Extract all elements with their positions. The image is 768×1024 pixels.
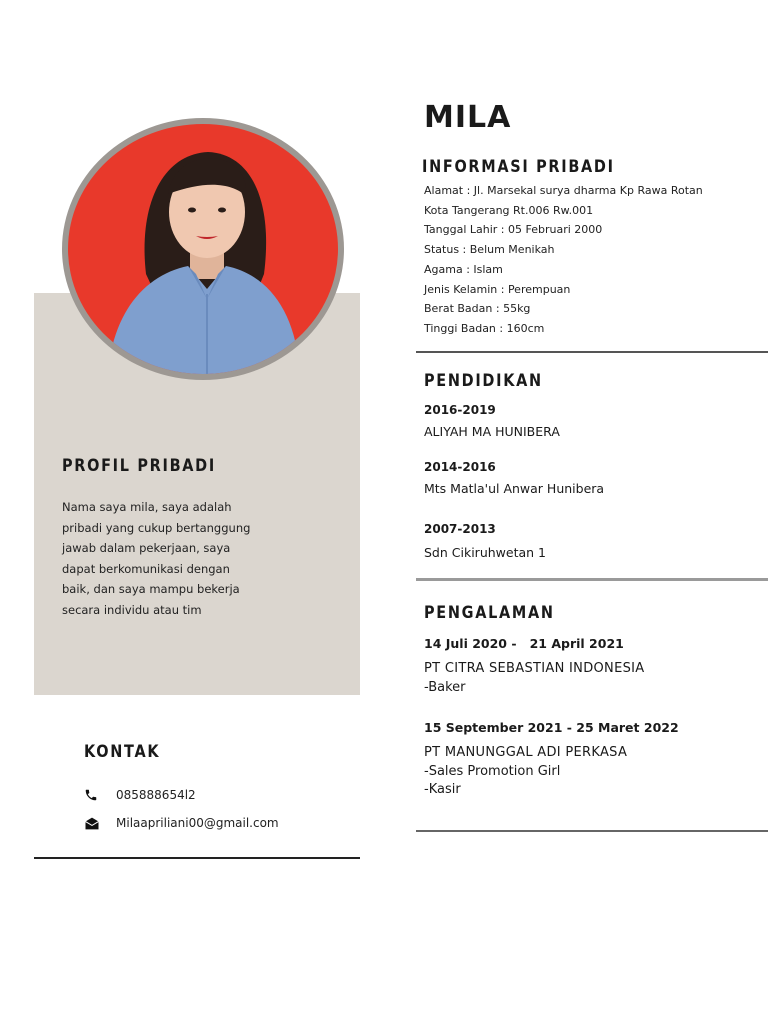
experience-role: -Baker bbox=[424, 680, 466, 695]
profile-text bbox=[62, 497, 302, 620]
experience-divider bbox=[416, 830, 768, 832]
experience-roles bbox=[424, 763, 560, 799]
profile-line: dapat berkomunikasi dengan bbox=[62, 561, 230, 576]
info-line: Agama : Islam bbox=[424, 262, 503, 276]
experience-dates: 15 September 2021 - 25 Maret 2022 bbox=[424, 720, 679, 735]
info-line: Tanggal Lahir : 05 Februari 2000 bbox=[424, 223, 603, 237]
info-line: Alamat : Jl. Marsekal surya dharma Kp Rawa Rotan bbox=[424, 184, 703, 197]
info-list bbox=[424, 181, 703, 339]
education-heading: PENDIDIKAN bbox=[424, 371, 543, 391]
experience-dates: 14 Juli 2020 - 21 April 2021 bbox=[424, 636, 624, 651]
education-school: ALIYAH MA HUNIBERA bbox=[424, 424, 560, 439]
education-divider bbox=[416, 578, 768, 581]
mail-icon bbox=[84, 816, 102, 830]
person-portrait bbox=[68, 124, 338, 374]
contact-phone[interactable] bbox=[84, 788, 196, 802]
profile-photo bbox=[62, 118, 344, 380]
contact-heading: KONTAK bbox=[84, 742, 161, 762]
email-address: Milaapriliani00@gmail.com bbox=[116, 816, 279, 830]
education-years: 2007-2013 bbox=[424, 522, 496, 536]
info-line: Tinggi Badan : 160cm bbox=[424, 321, 545, 335]
experience-role: -Kasir bbox=[424, 782, 461, 797]
contact-email[interactable] bbox=[84, 816, 279, 830]
info-line: Status : Belum Menikah bbox=[424, 243, 555, 257]
experience-company: PT CITRA SEBASTIAN INDONESIA bbox=[424, 661, 645, 676]
profile-line: pribadi yang cukup bertanggung bbox=[62, 520, 251, 535]
candidate-name: MILA bbox=[424, 100, 512, 135]
education-school: Sdn Cikiruhwetan 1 bbox=[424, 545, 546, 560]
profile-heading: PROFIL PRIBADI bbox=[62, 456, 216, 476]
phone-number: 085888654l2 bbox=[116, 788, 196, 802]
contact-divider bbox=[34, 857, 360, 859]
education-years: 2014-2016 bbox=[424, 460, 496, 474]
profile-line: secara individu atau tim bbox=[62, 602, 202, 617]
info-line: Berat Badan : 55kg bbox=[424, 302, 531, 316]
profile-line: baik, dan saya mampu bekerja bbox=[62, 582, 240, 596]
info-line: Kota Tangerang Rt.006 Rw.001 bbox=[424, 203, 594, 217]
education-school: Mts Matla'ul Anwar Hunibera bbox=[424, 481, 605, 496]
profile-line: jawab dalam pekerjaan, saya bbox=[62, 541, 231, 555]
experience-company: PT MANUNGGAL ADI PERKASA bbox=[424, 745, 628, 760]
education-years: 2016-2019 bbox=[424, 403, 496, 417]
experience-role: -Sales Promotion Girl bbox=[424, 764, 561, 779]
experience-heading: PENGALAMAN bbox=[424, 603, 555, 623]
info-heading: INFORMASI PRIBADI bbox=[422, 157, 615, 177]
profile-line: Nama saya mila, saya adalah bbox=[62, 500, 232, 514]
info-divider bbox=[416, 351, 768, 353]
info-line: Jenis Kelamin : Perempuan bbox=[424, 282, 571, 296]
phone-icon bbox=[84, 788, 102, 802]
experience-roles bbox=[424, 679, 466, 697]
